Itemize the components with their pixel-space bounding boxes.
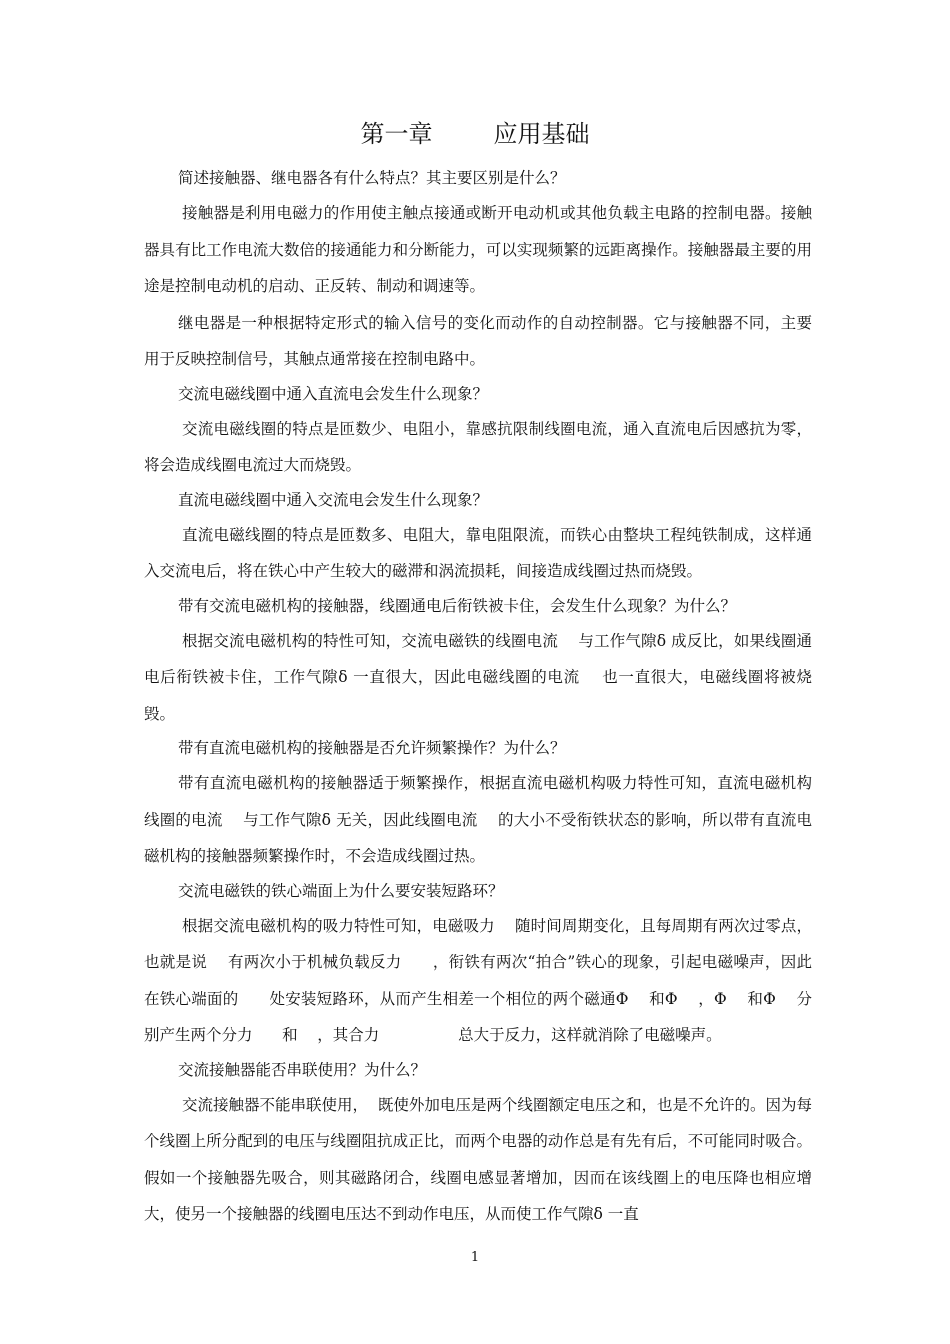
page-number: 1 (470, 1250, 480, 1265)
question-1: 简述接触器、继电器各有什么特点？其主要区别是什么？ (178, 169, 566, 187)
chapter-title: 第一章 应用基础 (360, 120, 590, 148)
answer-3: 直流电磁线圈的特点是匝数多、电阻大，靠电阻限流，而铁心由整块工程纯铁制成，这样通入交流电后，将在铁心中产生较大的磁滞和涡流损耗，间接造成线圈过热而烧毁。 (144, 525, 812, 580)
question-2: 交流电磁线圈中通入直流电会发生什么现象？ (178, 384, 489, 403)
answer-7: 交流接触器不能串联使用， 既使外加电压是两个线圈额定电压之和，也是不允许的。因为每个线圈上所分配到的电压与线圈阻抗成正比，而两个电器的动作总是有先有后，不可能同时吸合。假如一个接触器先吸合，则其磁路闭合，线圈电感显著增加，因而在该线圈上的电压降也相应增大，使另一个接触器的线圈电压达不到动作电压，从而使工作气隙δ 一直 (144, 1095, 812, 1223)
answer-1b: 继电器是一种根据特定形式的输入信号的变化而动作的自动控制器。它与接触器不同，主要用于反映控制信号，其触点通常接在控制电路中。 (144, 313, 812, 368)
question-7: 交流接触器能否串联使用？为什么？ (178, 1060, 427, 1079)
question-3: 直流电磁线圈中通入交流电会发生什么现象？ (178, 490, 489, 509)
question-5: 带有直流电磁机构的接触器是否允许频繁操作？为什么？ (178, 739, 566, 757)
answer-6: 根据交流电磁机构的吸力特性可知，电磁吸力 随时间周期变化，且每周期有两次过零点，也就是说 有两次小于机械负载反力 ，衔铁有两次“拍合”铁心的现象，引起电磁噪声，因此在铁心端面的 处安装短路环，从而产生相差一个相位的两个磁通Φ 和Φ ，Φ 和Φ 分别产生两个分力 和 ，其合力 总大于反力，这样就消除了电磁噪声。 (144, 916, 812, 1044)
answer-5: 带有直流电磁机构的接触器适于频繁操作，根据直流电磁机构吸力特性可知，直流电磁机构线圈的电流 与工作气隙δ 无关，因此线圈电流 的大小不受衔铁状态的影响，所以带有直流电磁机构的接触器频繁操作时，不会造成线圈过热。 (144, 774, 812, 865)
question-4: 带有交流电磁机构的接触器，线圈通电后衔铁被卡住，会发生什么现象？为什么？ (178, 596, 737, 615)
question-6: 交流电磁铁的铁心端面上为什么要安装短路环？ (178, 881, 504, 900)
document-body (144, 162, 812, 1233)
answer-1: 接触器是利用电磁力的作用使主触点接通或断开电动机或其他负载主电路的控制电器。接触器具有比工作电流大数倍的接通能力和分断能力，可以实现频繁的远距离操作。接触器最主要的用途是控制电动机的启动、正反转、制动和调速等。 (144, 204, 812, 295)
answer-4: 根据交流电磁机构的特性可知，交流电磁铁的线圈电流 与工作气隙δ 成反比，如果线圈通电后衔铁被卡住，工作气隙δ 一直很大，因此电磁线圈的电流 也一直很大，电磁线圈将被烧毁。 (144, 631, 812, 723)
answer-2: 交流电磁线圈的特点是匝数少、电阻小，靠感抗限制线圈电流，通入直流电后因感抗为零，将会造成线圈电流过大而烧毁。 (144, 419, 812, 474)
